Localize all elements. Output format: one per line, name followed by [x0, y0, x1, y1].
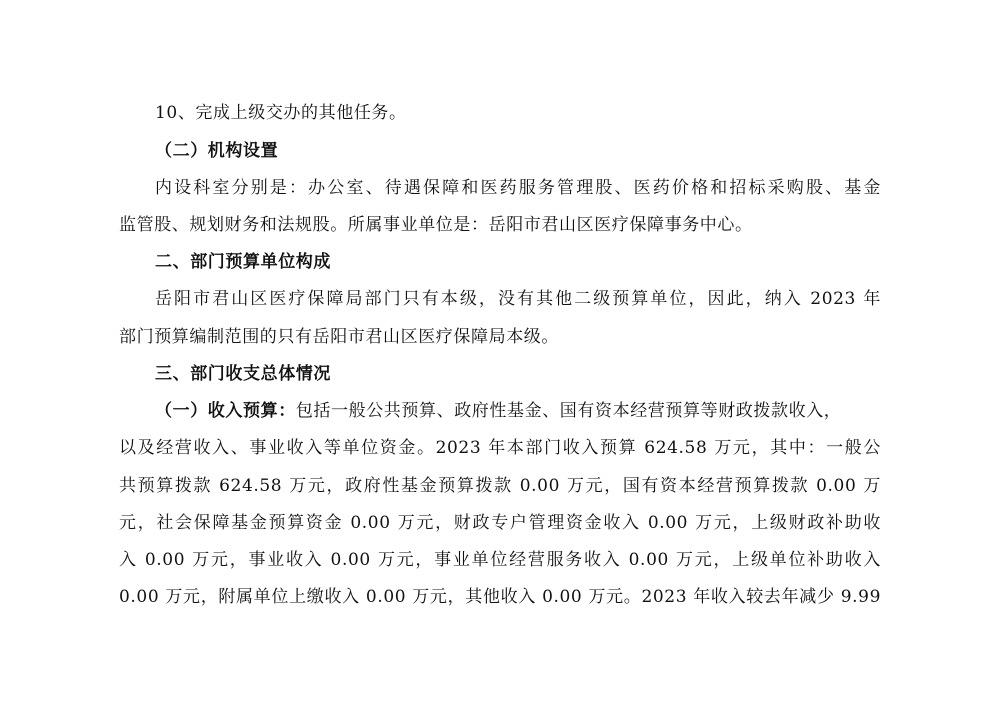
- paragraph-line: 内设科室分别是：办公室、待遇保障和医药服务管理股、医药价格和招标采购股、基金: [155, 178, 881, 198]
- paragraph-line: 元，社会保障基金预算资金 0.00 万元，财政专户管理资金收入 0.00 万元，上级财政补助收: [119, 513, 881, 533]
- paragraph-line: 监管股、规划财务和法规股。所属事业单位是：岳阳市君山区医疗保障事务中心。: [119, 215, 753, 235]
- paragraph-line: 部门预算编制范围的只有岳阳市君山区医疗保障局本级。: [119, 327, 559, 347]
- paragraph-line: 0.00 万元，附属单位上缴收入 0.00 万元，其他收入 0.00 万元。2023 年收入较去年减少 9.99: [119, 587, 881, 607]
- income-paragraph-first-line: [155, 399, 881, 423]
- paragraph-line: 共预算拨款 624.58 万元，政府性基金预算拨款 0.00 万元，国有资本经营预算拨款 0.00 万: [119, 476, 881, 496]
- paragraph-line: 以及经营收入、事业收入等单位资金。2023 年本部门收入预算 624.58 万元，其中：一般公: [119, 438, 881, 458]
- income-heading: （一）收入预算：: [155, 401, 296, 421]
- section-heading-budget-units: 二、部门预算单位构成: [155, 252, 331, 272]
- paragraph-line: 岳阳市君山区医疗保障局部门只有本级，没有其他二级预算单位，因此，纳入 2023 年: [155, 289, 881, 309]
- task-item-10: 10、完成上级交办的其他任务。: [155, 103, 407, 123]
- section-heading-revenue-expenditure: 三、部门收支总体情况: [155, 364, 331, 384]
- income-first-line-text: 包括一般公共预算、政府性基金、国有资本经营预算等财政拨款收入，: [295, 401, 842, 421]
- section-heading-org-setup: （二）机构设置: [155, 141, 279, 161]
- paragraph-line: 入 0.00 万元，事业收入 0.00 万元，事业单位经营服务收入 0.00 万元，上级单位补助收入: [119, 550, 881, 570]
